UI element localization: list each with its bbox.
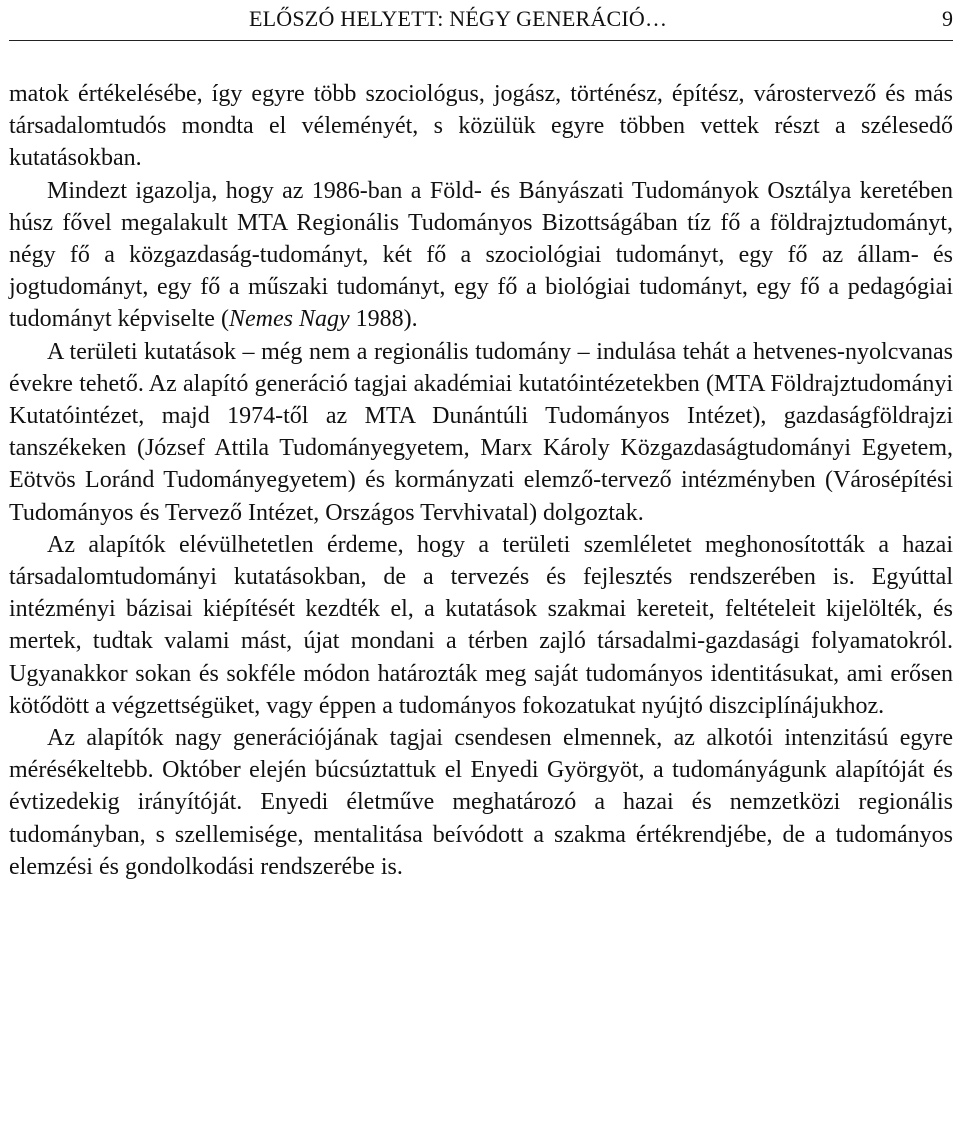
- citation-author: Nemes Nagy: [228, 306, 350, 333]
- body-text: [9, 78, 953, 883]
- paragraph-committee-text: Mindezt igazolja, hogy az 1986-ban a Föld- és Bányászati Tudományok Osztálya keretében húsz fővel megalakult MTA Regionális Tudományos Bizottságában tíz fő a földrajztudományt, négy fő a közgazdaság-tudományt, két fő a szociológiai tudományt, egy fő az állam- és jogtudományt, egy fő a műszaki tudományt, egy fő a biológiai tudományt, egy fő a pedagógiai tudományt képviselte (: [9, 177, 953, 333]
- paragraph-committee: [9, 175, 953, 336]
- running-title: ELŐSZÓ HELYETT: NÉGY GENERÁCIÓ…: [249, 6, 668, 31]
- paragraph-founders-merit: Az alapítók elévülhetetlen érdeme, hogy a területi szemléletet meghonosították a hazai társadalomtudományi kutatásokban, de a tervezés és fejlesztés rendszerében is. Egyúttal intézményi bázisai kiépítését kezdték el, a kutatások szakmai kereteit, feltételeit kijelölték, és mertek, tudtak valami mást, újat mondani a térben zajló társadalmi-gazdasági folyamatokról. Ugyanakkor sokan és sokféle módon határozták meg saját tudományos identitásukat, ami erősen kötődött a végzettségüket, vagy éppen a tudományos fokozatukat nyújtó diszciplínájukhoz.: [9, 531, 953, 719]
- running-header: [9, 0, 953, 41]
- book-page: [9, 0, 953, 883]
- paragraph-continuation: matok értékelésébe, így egyre több szociológus, jogász, történész, építész, várostervező és más társadalomtudós mondta el véleményét, s közülük egyre többen vettek részt a szélesedő kutatásokban.: [9, 81, 953, 172]
- page-number: 9: [942, 6, 953, 31]
- paragraph-enyedi: Az alapítók nagy generációjának tagjai csendesen elmennek, az alkotói intenzitású egyre mérésékeltebb. Október elején búcsúztattuk el Enyedi Györgyöt, a tudományágunk alapítóját és évtizedekig irányítóját. Enyedi életműve meghatározó a hazai és nemzetközi regionális tudományban, s szellemisége, mentalitása beívódott a szakma értékrendjébe, de a tudományos elemzési és gondolkodási rendszerébe is.: [9, 725, 953, 880]
- paragraph-founding-generation: A területi kutatások – még nem a regionális tudomány – indulása tehát a hetvenes-nyolcvanas évekre tehető. Az alapító generáció tagjai akadémiai kutatóintézetekben (MTA Földrajztudományi Kutatóintézet, majd 1974-től az MTA Dunántúli Tudományos Intézet), gazdaságföldrajzi tanszékeken (József Attila Tudományegyetem, Marx Károly Közgazdaságtudományi Egyetem, Eötvös Loránd Tudományegyetem) és kormányzati elemző-tervező intézményben (Városépítési Tudományos és Tervező Intézet, Országos Tervhivatal) dolgoztak.: [9, 338, 953, 526]
- citation-year: 1988).: [349, 306, 418, 333]
